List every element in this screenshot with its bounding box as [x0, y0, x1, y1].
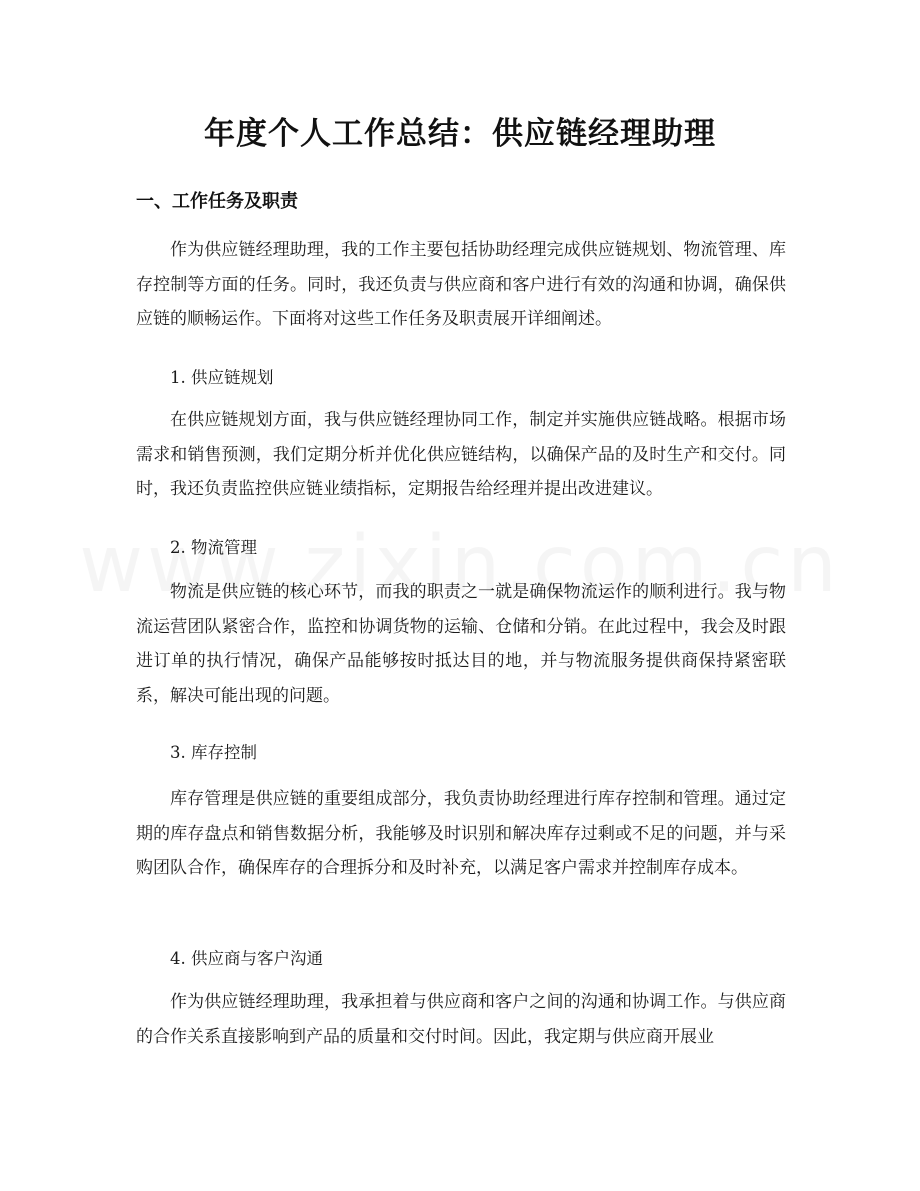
item-heading-3: 3. 库存控制 — [170, 743, 257, 762]
item-body-4: 作为供应链经理助理，我承担着与供应商和客户之间的沟通和协调工作。与供应商的合作关系直接影响到产品的质量和交付时间。因此，我定期与供应商开展业 — [136, 992, 786, 1047]
item-heading-2: 2. 物流管理 — [170, 538, 257, 557]
item-body-2: 物流是供应链的核心环节，而我的职责之一就是确保物流运作的顺利进行。我与物流运营团队紧密合作，监控和协调货物的运输、仓储和分销。在此过程中，我会及时跟进订单的执行情况，确保产品能够按时抵达目的地，并与物流服务提供商保持紧密联系，解决可能出现的问题。 — [136, 582, 786, 706]
item-heading-1: 1. 供应链规划 — [170, 368, 274, 387]
item-body-1: 在供应链规划方面，我与供应链经理协同工作，制定并实施供应链战略。根据市场需求和销售预测，我们定期分析并优化供应链结构，以确保产品的及时生产和交付。同时，我还负责监控供应链业绩指标，定期报告给经理并提出改进建议。 — [136, 410, 786, 499]
section-heading: 一、工作任务及职责 — [136, 191, 298, 212]
item-heading-4: 4. 供应商与客户沟通 — [170, 949, 323, 968]
page-title: 年度个人工作总结：供应链经理助理 — [204, 116, 716, 152]
intro-paragraph: 作为供应链经理助理，我的工作主要包括协助经理完成供应链规划、物流管理、库存控制等方面的任务。同时，我还负责与供应商和客户进行有效的沟通和协调，确保供应链的顺畅运作。下面将对这些工作任务及职责展开详细阐述。 — [136, 240, 786, 329]
item-body-3: 库存管理是供应链的重要组成部分，我负责协助经理进行库存控制和管理。通过定期的库存盘点和销售数据分析，我能够及时识别和解决库存过剩或不足的问题，并与采购团队合作，确保库存的合理拆分和及时补充，以满足客户需求并控制库存成本。 — [136, 789, 786, 878]
